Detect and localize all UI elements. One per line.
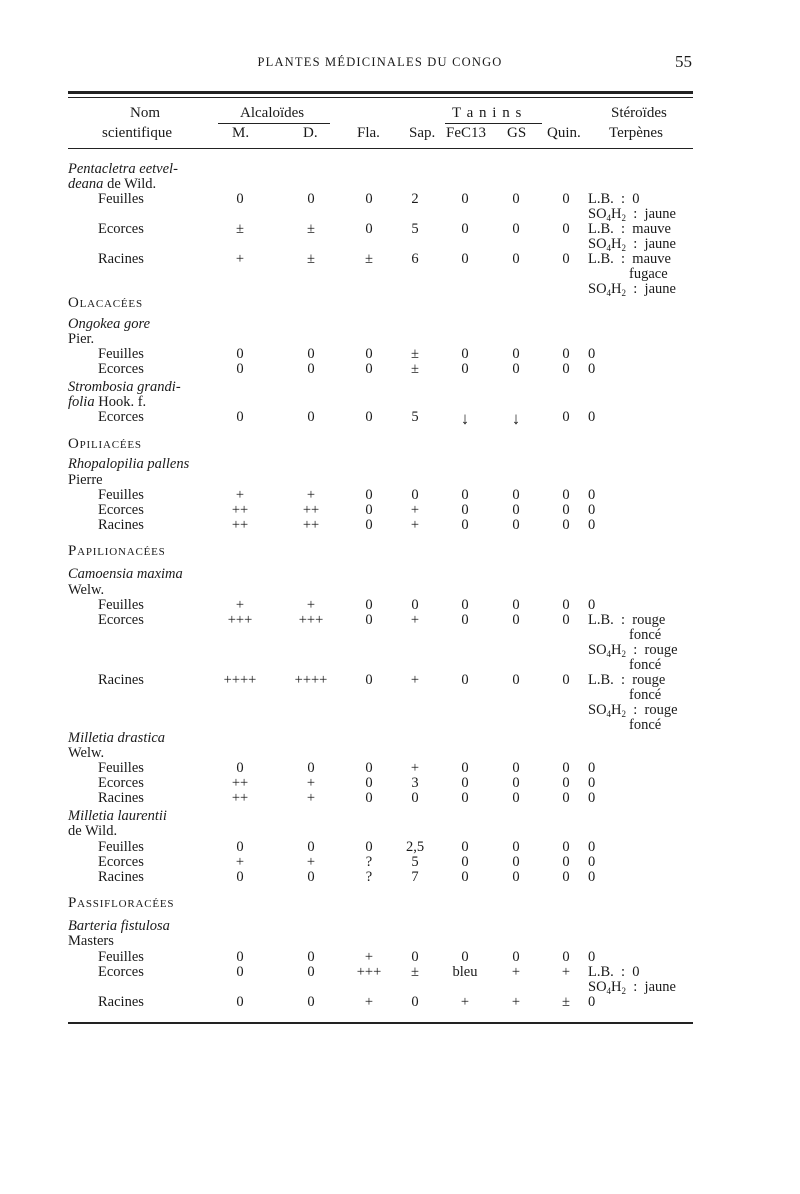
species-name-italic: deana xyxy=(68,176,104,192)
tanins-underline xyxy=(445,123,542,124)
header-gs: GS xyxy=(507,125,527,141)
cell-d: + xyxy=(306,854,316,870)
species-author: de Wild. xyxy=(68,823,118,839)
steroid-result: L.B. : 0 xyxy=(588,964,640,980)
family-name: Papilionacées xyxy=(68,543,166,559)
cell-gs: 0 xyxy=(512,487,520,503)
cell-fla: 0 xyxy=(365,760,373,776)
steroid-result: 0 xyxy=(588,869,596,885)
cell-m: 0 xyxy=(236,760,244,776)
cell-sap: 0 xyxy=(411,487,419,503)
cell-quin: 0 xyxy=(562,517,570,533)
cell-m: 0 xyxy=(236,361,244,377)
cell-sap: 0 xyxy=(411,949,419,965)
species-author: Pierre xyxy=(68,472,103,488)
cell-quin: 0 xyxy=(562,597,570,613)
cell-fla: ± xyxy=(365,251,373,267)
cell-fecl3: 0 xyxy=(461,760,469,776)
header-steroides: Stéroïdes xyxy=(611,105,667,121)
steroid-result: 0 xyxy=(588,597,596,613)
cell-fecl3: 0 xyxy=(461,346,469,362)
header-tanins: T a n i n s xyxy=(452,105,523,121)
cell-sap: 5 xyxy=(411,854,419,870)
species-name: Milletia laurentii xyxy=(68,808,167,824)
cell-m: ++ xyxy=(231,790,249,806)
cell-fla: +++ xyxy=(356,964,382,980)
cell-quin: + xyxy=(561,964,571,980)
cell-d: + xyxy=(306,790,316,806)
cell-fecl3: 0 xyxy=(461,672,469,688)
header-m: M. xyxy=(232,125,250,141)
organ-label: Ecorces xyxy=(98,612,144,628)
header-scientifique: scientifique xyxy=(102,125,172,141)
species-name: Rhopalopilia pallens xyxy=(68,456,190,472)
cell-m: +++ xyxy=(227,612,253,628)
organ-label: Feuilles xyxy=(98,949,144,965)
steroid-result: 0 xyxy=(588,502,596,518)
organ-label: Racines xyxy=(98,517,144,533)
cell-fecl3: 0 xyxy=(461,949,469,965)
cell-m: 0 xyxy=(236,964,244,980)
species-author: de Wild. xyxy=(103,176,157,192)
cell-sap: 2 xyxy=(411,191,419,207)
cell-d: 0 xyxy=(307,869,315,885)
cell-m: 0 xyxy=(236,949,244,965)
steroid-result: L.B. : rouge xyxy=(588,672,666,688)
cell-quin: 0 xyxy=(562,221,570,237)
organ-label: Feuilles xyxy=(98,597,144,613)
cell-fecl3: 0 xyxy=(461,517,469,533)
cell-quin: 0 xyxy=(562,251,570,267)
organ-label: Racines xyxy=(98,869,144,885)
organ-label: Feuilles xyxy=(98,487,144,503)
organ-label: Feuilles xyxy=(98,191,144,207)
steroid-result: L.B. : mauve xyxy=(588,221,671,237)
cell-fla: 0 xyxy=(365,361,373,377)
steroid-result: 0 xyxy=(588,487,596,503)
cell-d: 0 xyxy=(307,191,315,207)
header-fla: Fla. xyxy=(357,125,380,141)
cell-gs: 0 xyxy=(512,790,520,806)
cell-d: 0 xyxy=(307,409,315,425)
steroid-result: 0 xyxy=(588,854,596,870)
cell-fla: 0 xyxy=(365,612,373,628)
cell-m: + xyxy=(235,487,245,503)
cell-fla: 0 xyxy=(365,191,373,207)
cell-sap: 2,5 xyxy=(405,839,425,855)
organ-label: Feuilles xyxy=(98,839,144,855)
cell-fla: 0 xyxy=(365,775,373,791)
family-name: Olacacées xyxy=(68,295,143,311)
organ-label: Racines xyxy=(98,251,144,267)
steroid-result: 0 xyxy=(588,346,596,362)
cell-fla: 0 xyxy=(365,502,373,518)
steroid-result: 0 xyxy=(588,949,596,965)
cell-fecl3: 0 xyxy=(461,487,469,503)
cell-fecl3: 0 xyxy=(461,612,469,628)
species-name: Pentacletra eetvel- xyxy=(68,161,178,177)
steroid-result: $SO_4H_2$ : jaune xyxy=(588,979,676,996)
cell-m: 0 xyxy=(236,409,244,425)
cell-d: 0 xyxy=(307,949,315,965)
header-terpenes: Terpènes xyxy=(609,125,663,141)
cell-quin: 0 xyxy=(562,502,570,518)
cell-fecl3: 0 xyxy=(461,597,469,613)
organ-label: Ecorces xyxy=(98,502,144,518)
cell-fla: 0 xyxy=(365,346,373,362)
cell-sap: 7 xyxy=(411,869,419,885)
cell-fecl3: 0 xyxy=(461,361,469,377)
organ-label: Ecorces xyxy=(98,964,144,980)
steroid-result: $SO_4H_2$ : jaune xyxy=(588,206,676,223)
species-name-italic: folia xyxy=(68,394,95,410)
steroid-result: 0 xyxy=(588,775,596,791)
header-fecl3: FeC13 xyxy=(446,125,487,141)
cell-fla: 0 xyxy=(365,672,373,688)
cell-m: ± xyxy=(236,221,244,237)
cell-quin: 0 xyxy=(562,949,570,965)
steroid-result: L.B. : mauve xyxy=(588,251,671,267)
header-d: D. xyxy=(303,125,318,141)
species-name: Ongokea gore xyxy=(68,316,151,332)
steroid-result: $SO_4H_2$ : jaune xyxy=(588,236,676,253)
species-name: Milletia drastica xyxy=(68,730,166,746)
cell-quin: 0 xyxy=(562,191,570,207)
cell-m: 0 xyxy=(236,839,244,855)
cell-sap: 5 xyxy=(411,221,419,237)
organ-label: Racines xyxy=(98,672,144,688)
cell-quin: 0 xyxy=(562,790,570,806)
cell-quin: 0 xyxy=(562,672,570,688)
cell-quin: 0 xyxy=(562,854,570,870)
cell-m: ++ xyxy=(231,517,249,533)
cell-sap: ± xyxy=(411,346,419,362)
steroid-result: 0 xyxy=(588,361,596,377)
organ-label: Feuilles xyxy=(98,760,144,776)
steroid-result: foncé xyxy=(629,687,662,703)
species-author: Pier. xyxy=(68,331,95,347)
cell-quin: 0 xyxy=(562,869,570,885)
cell-gs: 0 xyxy=(512,346,520,362)
organ-label: Ecorces xyxy=(98,361,144,377)
steroid-result: L.B. : rouge xyxy=(588,612,666,628)
cell-gs: ↓ xyxy=(511,409,521,428)
cell-fecl3: + xyxy=(460,994,470,1010)
species-name: Camoensia maxima xyxy=(68,566,183,582)
cell-m: 0 xyxy=(236,191,244,207)
cell-gs: 0 xyxy=(512,839,520,855)
cell-sap: ± xyxy=(411,361,419,377)
cell-fla: 0 xyxy=(365,790,373,806)
cell-fecl3: 0 xyxy=(461,790,469,806)
cell-fla: 0 xyxy=(365,409,373,425)
cell-sap: 6 xyxy=(411,251,419,267)
species-author: Masters xyxy=(68,933,114,949)
cell-fecl3: 0 xyxy=(461,251,469,267)
cell-d: ± xyxy=(307,251,315,267)
cell-quin: 0 xyxy=(562,775,570,791)
cell-d: ++++ xyxy=(294,672,328,688)
organ-label: Racines xyxy=(98,994,144,1010)
cell-gs: 0 xyxy=(512,191,520,207)
cell-m: 0 xyxy=(236,869,244,885)
cell-gs: 0 xyxy=(512,517,520,533)
cell-gs: 0 xyxy=(512,672,520,688)
organ-label: Ecorces xyxy=(98,854,144,870)
species-author: Welw. xyxy=(68,582,105,598)
cell-d: 0 xyxy=(307,839,315,855)
organ-label: Ecorces xyxy=(98,775,144,791)
header-nom: Nom xyxy=(130,105,160,121)
cell-gs: 0 xyxy=(512,760,520,776)
organ-label: Racines xyxy=(98,790,144,806)
cell-gs: 0 xyxy=(512,775,520,791)
steroid-result: foncé xyxy=(629,627,662,643)
cell-fla: 0 xyxy=(365,517,373,533)
cell-fla: 0 xyxy=(365,487,373,503)
cell-quin: 0 xyxy=(562,760,570,776)
cell-fecl3: 0 xyxy=(461,775,469,791)
cell-gs: 0 xyxy=(512,361,520,377)
cell-d: 0 xyxy=(307,964,315,980)
cell-gs: 0 xyxy=(512,854,520,870)
cell-m: ++ xyxy=(231,775,249,791)
cell-sap: 3 xyxy=(411,775,419,791)
steroid-result: foncé xyxy=(629,717,662,733)
top-rule-thick xyxy=(68,91,693,94)
cell-gs: 0 xyxy=(512,251,520,267)
cell-d: 0 xyxy=(307,760,315,776)
header-quin: Quin. xyxy=(547,125,581,141)
cell-sap: + xyxy=(410,502,420,518)
cell-sap: 0 xyxy=(411,597,419,613)
cell-sap: ± xyxy=(411,964,419,980)
cell-d: +++ xyxy=(298,612,324,628)
organ-label: Feuilles xyxy=(98,346,144,362)
cell-d: + xyxy=(306,597,316,613)
cell-sap: + xyxy=(410,517,420,533)
cell-d: 0 xyxy=(307,361,315,377)
cell-d: ++ xyxy=(302,502,320,518)
steroid-result: $SO_4H_2$ : jaune xyxy=(588,281,676,298)
species-name: Strombosia grandi- xyxy=(68,379,181,395)
cell-d: + xyxy=(306,487,316,503)
cell-fla: ? xyxy=(365,854,373,870)
species-author: Welw. xyxy=(68,745,105,761)
cell-sap: 5 xyxy=(411,409,419,425)
cell-sap: + xyxy=(410,760,420,776)
cell-d: ++ xyxy=(302,517,320,533)
cell-m: + xyxy=(235,854,245,870)
cell-quin: 0 xyxy=(562,409,570,425)
cell-quin: 0 xyxy=(562,612,570,628)
family-name: Opiliacées xyxy=(68,436,142,452)
steroid-result: $SO_4H_2$ : rouge xyxy=(588,702,678,719)
header-alcaloides: Alcaloïdes xyxy=(240,105,305,121)
cell-m: 0 xyxy=(236,994,244,1010)
cell-fecl3: 0 xyxy=(461,869,469,885)
cell-quin: 0 xyxy=(562,361,570,377)
steroid-result: 0 xyxy=(588,839,596,855)
cell-m: ++++ xyxy=(223,672,257,688)
cell-fla: + xyxy=(364,949,374,965)
cell-fecl3: ↓ xyxy=(460,409,470,428)
cell-fla: + xyxy=(364,994,374,1010)
cell-d: 0 xyxy=(307,994,315,1010)
header-sap: Sap. xyxy=(409,125,436,141)
top-rule-thin xyxy=(68,97,693,98)
cell-quin: 0 xyxy=(562,839,570,855)
cell-sap: 0 xyxy=(411,994,419,1010)
cell-fla: 0 xyxy=(365,839,373,855)
steroid-result: fugace xyxy=(629,266,668,282)
cell-sap: 0 xyxy=(411,790,419,806)
cell-fla: 0 xyxy=(365,597,373,613)
steroid-result: foncé xyxy=(629,657,662,673)
cell-fecl3: 0 xyxy=(461,839,469,855)
cell-gs: 0 xyxy=(512,949,520,965)
steroid-result: 0 xyxy=(588,517,596,533)
page-number: 55 xyxy=(675,52,692,71)
steroid-result: 0 xyxy=(588,409,596,425)
cell-gs: + xyxy=(511,964,521,980)
cell-m: + xyxy=(235,251,245,267)
species-author: Hook. f. xyxy=(94,394,147,410)
cell-gs: 0 xyxy=(512,597,520,613)
cell-fla: ? xyxy=(365,869,373,885)
species-name xyxy=(68,395,146,410)
cell-fla: 0 xyxy=(365,221,373,237)
cell-m: + xyxy=(235,597,245,613)
cell-sap: + xyxy=(410,672,420,688)
cell-quin: 0 xyxy=(562,487,570,503)
steroid-result: L.B. : 0 xyxy=(588,191,640,207)
species-name: Barteria fistulosa xyxy=(68,918,170,934)
cell-gs: + xyxy=(511,994,521,1010)
cell-fecl3: 0 xyxy=(461,221,469,237)
cell-d: + xyxy=(306,775,316,791)
bottom-rule xyxy=(68,1022,693,1024)
steroid-result: 0 xyxy=(588,994,596,1010)
cell-fecl3: 0 xyxy=(461,502,469,518)
cell-fecl3: 0 xyxy=(461,854,469,870)
species-name xyxy=(68,177,156,192)
cell-quin: ± xyxy=(562,994,570,1010)
cell-sap: + xyxy=(410,612,420,628)
cell-gs: 0 xyxy=(512,221,520,237)
cell-gs: 0 xyxy=(512,502,520,518)
cell-d: 0 xyxy=(307,346,315,362)
alcaloides-underline xyxy=(218,123,330,124)
cell-fecl3: bleu xyxy=(452,964,478,980)
cell-gs: 0 xyxy=(512,869,520,885)
cell-quin: 0 xyxy=(562,346,570,362)
cell-fecl3: 0 xyxy=(461,191,469,207)
cell-m: 0 xyxy=(236,346,244,362)
cell-gs: 0 xyxy=(512,612,520,628)
steroid-result: 0 xyxy=(588,760,596,776)
organ-label: Ecorces xyxy=(98,409,144,425)
cell-m: ++ xyxy=(231,502,249,518)
running-title: PLANTES MÉDICINALES DU CONGO xyxy=(257,55,503,69)
cell-d: ± xyxy=(307,221,315,237)
organ-label: Ecorces xyxy=(98,221,144,237)
steroid-result: $SO_4H_2$ : rouge xyxy=(588,642,678,659)
family-name: Passifloracées xyxy=(68,895,175,911)
header-bottom-rule xyxy=(68,148,693,149)
steroid-result: 0 xyxy=(588,790,596,806)
